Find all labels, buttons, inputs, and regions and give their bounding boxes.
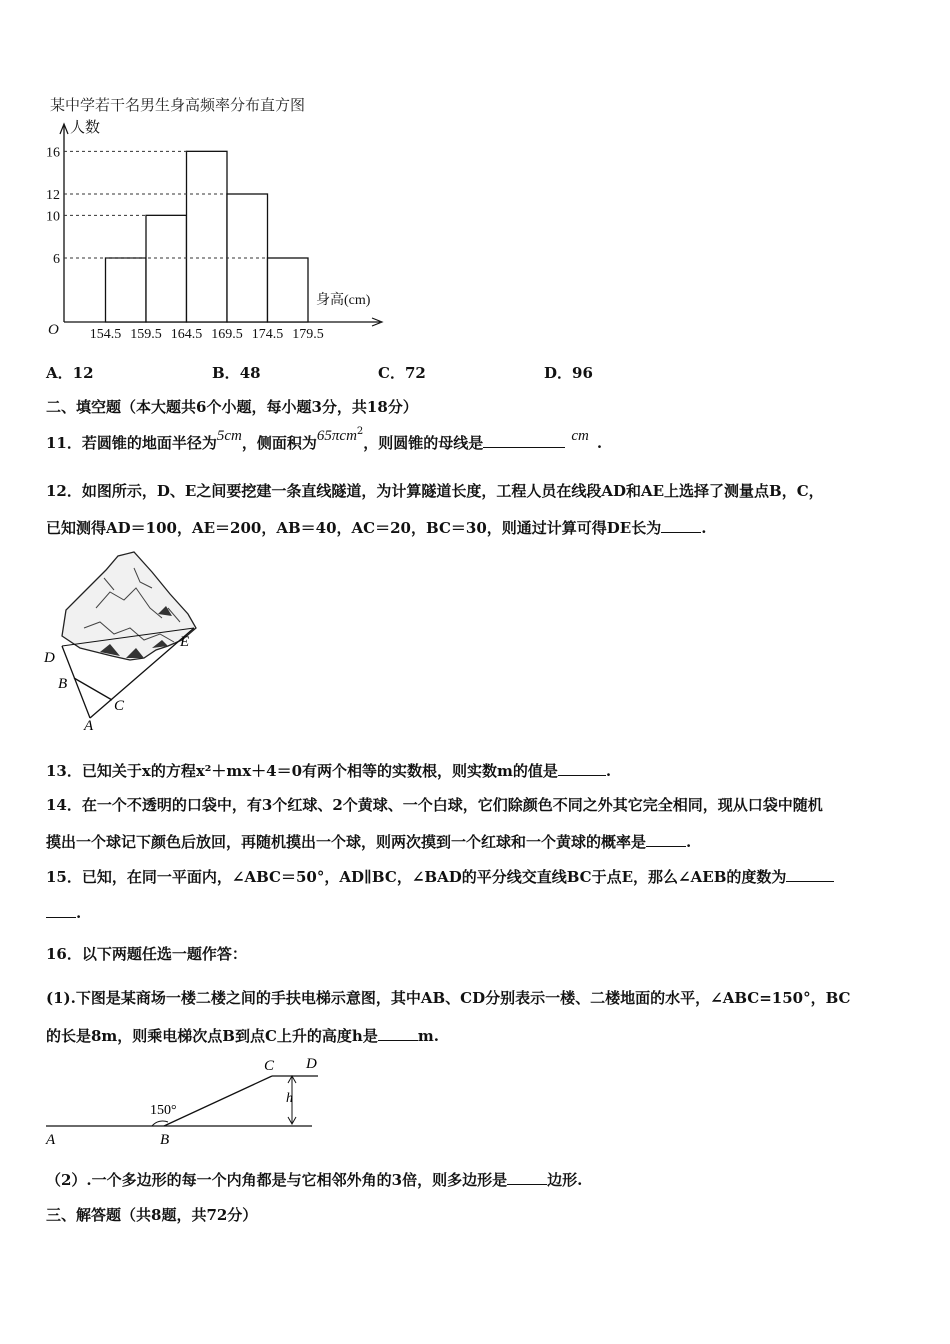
label-C: C — [264, 1058, 275, 1074]
option-d: D．96 — [544, 364, 593, 382]
label-B: B — [58, 676, 68, 692]
y-axis-label: 人数 — [70, 120, 101, 136]
label-E: E — [180, 634, 190, 650]
x-tick-label: 174.5 — [251, 327, 284, 342]
question-12-line2: 已知测得AD＝100，AE＝200，AB＝40，AC＝20，BC＝30，则通过计算可得DE长为 . — [46, 519, 707, 537]
label-angle: 150° — [150, 1103, 177, 1118]
y-tick-label: 16 — [46, 145, 60, 161]
x-tick-label: 164.5 — [170, 327, 203, 342]
histogram-bar-3 — [187, 151, 228, 322]
option-b: B．48 — [212, 364, 261, 382]
option-a: A．12 — [46, 364, 94, 382]
tunnel-figure — [40, 548, 210, 734]
histogram-bar-2 — [146, 215, 187, 322]
question-11: 11．若圆锥的地面半径为5cm，侧面积为65πcm$^2$，则圆锥的母线是 cm . — [46, 426, 603, 452]
height-histogram — [40, 90, 400, 348]
question-14-line1: 14．在一个不透明的口袋中，有3个红球、2个黄球、一个白球，它们除颜色不同之外其它完全相同，现从口袋中随机 — [46, 796, 823, 814]
question-16-part2: （2）.一个多边形的每一个内角都是与它相邻外角的3倍，则多边形是 边形. — [46, 1171, 583, 1189]
histogram-bar-5 — [268, 258, 309, 322]
question-14-line2: 摸出一个球记下颜色后放回，再随机摸出一个球，则两次摸到一个红球和一个黄球的概率是 . — [46, 833, 692, 851]
section-3-heading: 三、解答题（共8题，共72分） — [46, 1206, 258, 1224]
y-tick-label: 10 — [46, 209, 60, 225]
x-tick-label: 159.5 — [130, 327, 162, 342]
question-16-title: 16．以下两题任选一题作答： — [46, 945, 247, 963]
label-A: A — [46, 1132, 56, 1148]
label-h: h — [286, 1091, 293, 1106]
chart-title: 某中学若干名男生身高频率分布直方图 — [50, 98, 306, 114]
question-16-part1-line2: 的长是8m，则乘电梯次点B到点C上升的高度h是 m. — [46, 1027, 439, 1045]
y-tick-label: 12 — [46, 188, 60, 203]
y-tick-label: 6 — [53, 252, 60, 267]
histogram-bar-1 — [106, 258, 147, 322]
x-axis-label: 身高(cm) — [316, 293, 371, 308]
escalator-BC — [164, 1076, 272, 1126]
question-16-part1-line1: (1).下图是某商场一楼二楼之间的手扶电梯示意图，其中AB、CD分别表示一楼、二楼地面的水平，∠ABC=150°，BC — [46, 989, 851, 1007]
question-13: 13．已知关于x的方程x²＋mx＋4＝0有两个相等的实数根，则实数m的值是 . — [46, 762, 612, 780]
escalator-figure — [40, 1052, 330, 1150]
x-tick-label: 154.5 — [89, 327, 122, 342]
x-tick-label: 179.5 — [292, 327, 324, 342]
label-D: D — [306, 1056, 317, 1072]
origin-label: O — [48, 322, 59, 338]
section-2-heading: 二、填空题（本大题共6个小题，每小题3分，共18分） — [46, 398, 418, 416]
label-C: C — [114, 698, 125, 714]
question-15-line1: 15．已知，在同一平面内，∠ABC＝50°，AD∥BC，∠BAD的平分线交直线BC于点E，那么∠AEB的度数为 — [46, 866, 834, 887]
label-D: D — [44, 650, 55, 666]
label-A: A — [84, 718, 94, 734]
segment-BC — [74, 678, 112, 700]
option-c: C．72 — [378, 364, 426, 382]
x-tick-label: 169.5 — [211, 327, 243, 342]
label-B: B — [160, 1132, 170, 1148]
question-12-line1: 12．如图所示，D、E之间要挖建一条直线隧道，为计算隧道长度，工程人员在线段AD和AE上选择了测量点B，C， — [46, 482, 824, 500]
question-15-line2: . — [46, 903, 81, 922]
